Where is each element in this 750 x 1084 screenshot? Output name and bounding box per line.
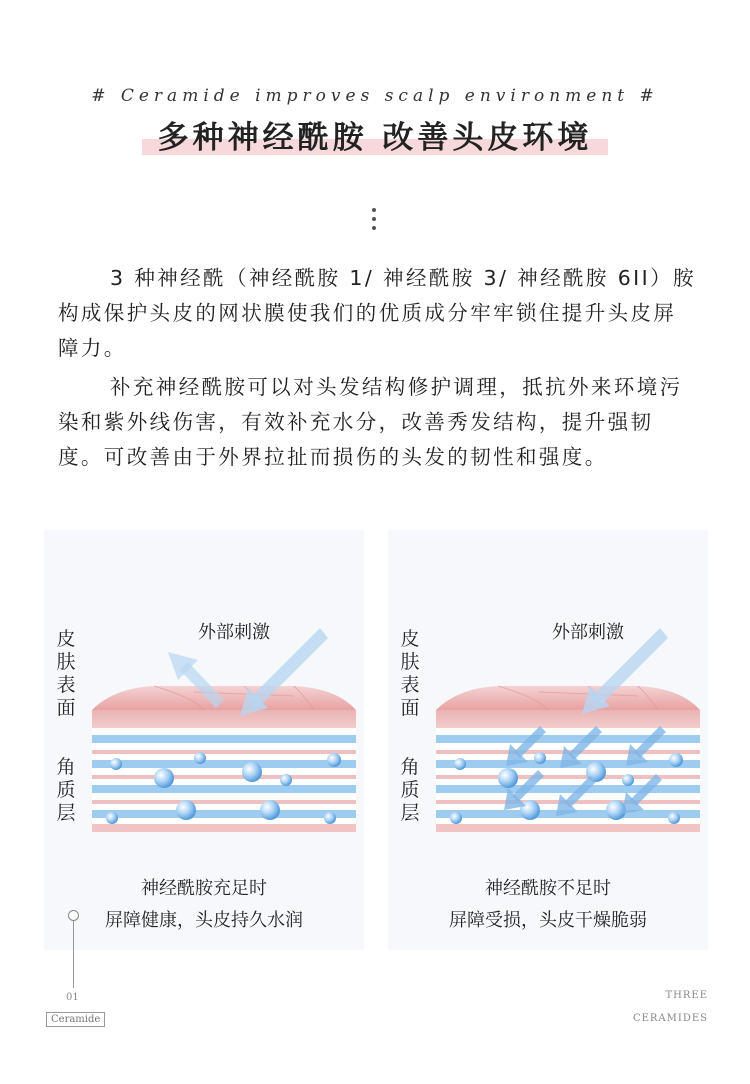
skin-top-edge [92,710,356,728]
ceramide-badge: Ceramide [46,1012,105,1027]
page-title-text: 多种神经酰胺 改善头皮环境 [157,120,593,156]
ceramide-sphere [176,800,196,820]
title-wrap [0,112,750,157]
label-stratum-corneum: 角质层 [56,756,76,824]
ceramide-sphere [106,812,118,824]
skin-top-edge [436,710,700,728]
skin-surface [436,686,700,710]
caption-damaged-desc: 屏障受损，头皮干燥脆弱 [449,910,647,931]
stratum-band-1 [92,735,356,743]
stratum-band-5 [92,785,356,793]
caption-damaged-title: 神经酰胺不足时 [485,878,611,899]
ceramide-sphere [194,752,206,764]
stratum-band-5 [436,785,700,793]
header-subtitle: # Ceramide improves scalp environment # [91,86,659,106]
stratum-bottom [436,824,700,832]
decorative-line [73,920,74,988]
ceramide-sphere [622,774,634,786]
stimulus-label: 外部刺激 [552,622,624,643]
diagram-panel-damaged [388,530,708,950]
label-skin-surface: 皮肤表面 [56,628,76,719]
label-skin-surface: 皮肤表面 [400,628,420,719]
caption-healthy-title: 神经酰胺充足时 [141,878,267,899]
stratum-band-7 [92,810,356,818]
vertical-ellipsis-icon [370,208,378,235]
caption-healthy-desc: 屏障健康，头皮持久水润 [105,910,303,931]
ceramide-sphere [450,812,462,824]
ceramide-sphere [154,768,174,788]
page-number: 01 [66,992,79,1003]
stratum-band-4 [92,775,356,779]
circle-icon [68,910,79,921]
ceramide-sphere [242,762,262,782]
stratum-band-3 [92,760,356,768]
stimulus-label: 外部刺激 [198,622,270,643]
ceramide-sphere [327,753,341,767]
brand-line-2: CERAMIDES [632,1013,708,1024]
ceramide-sphere [324,812,336,824]
ceramide-sphere [260,800,280,820]
diagram-panel-healthy [44,530,364,950]
paragraph-2: 补充神经酰胺可以对头发结构修护调理，抵抗外来环境污染和紫外线伤害，有效补充水分，改善秀发结构，提升强韧度。可改善由于外界拉扯而损伤的头发的韧性和强度。 [58,375,683,469]
stratum-bottom [92,824,356,832]
ceramide-sphere [498,768,518,788]
ceramide-sphere [669,753,683,767]
page-title [148,112,603,157]
paragraph-1: 3 种神经酰（神经酰胺 1/ 神经酰胺 3/ 神经酰胺 6II）胺构成保护头皮的网状膜使我们的优质成分牢牢锁住提升头皮屏障力。 [58,266,696,360]
stratum-band-6 [92,800,356,804]
ceramide-sphere [110,758,122,770]
ceramide-sphere [534,752,546,764]
skin-surface [92,686,356,710]
brand-line-1: THREE [665,990,708,1001]
stratum-band-2 [92,750,356,754]
ceramide-sphere [668,812,680,824]
ceramide-sphere [280,774,292,786]
ceramide-sphere [454,758,466,770]
label-stratum-corneum: 角质层 [400,756,420,824]
